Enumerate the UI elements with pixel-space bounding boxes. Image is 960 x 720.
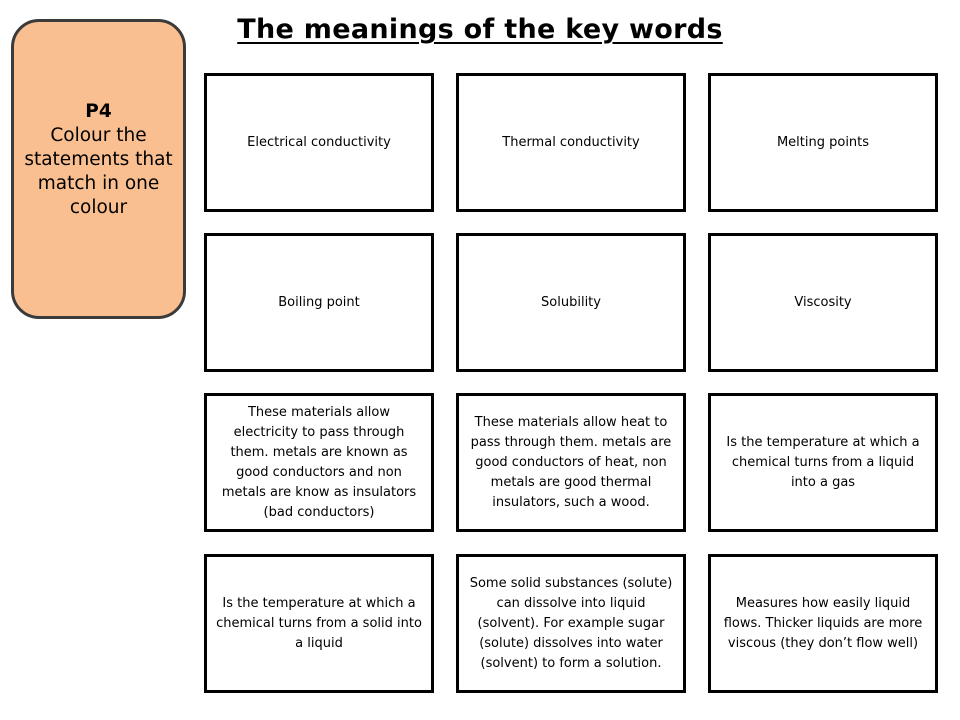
page-title: The meanings of the key words	[237, 14, 723, 45]
card-label: Solubility	[541, 294, 601, 310]
card-definition-solubility[interactable]	[456, 554, 686, 693]
card-definition-text: Is the temperature at which a chemical turns from a liquid into a gas	[726, 434, 920, 490]
card-definition-text: Measures how easily liquid flows. Thicker liquids are more viscous (they don’t flow well)	[723, 595, 923, 651]
card-solubility[interactable]	[456, 233, 686, 372]
instruction-code: P4	[85, 101, 112, 122]
card-viscosity[interactable]	[708, 233, 938, 372]
instruction-text: Colour the statements that match in one colour	[24, 125, 173, 218]
card-melting-points[interactable]	[708, 73, 938, 212]
card-label: Electrical conductivity	[247, 134, 391, 150]
card-boiling-point[interactable]	[204, 233, 434, 372]
card-definition-viscosity[interactable]	[708, 554, 938, 693]
card-label: Boiling point	[278, 294, 360, 310]
card-definition-text: These materials allow heat to pass through them. metals are good conductors of heat, non metals are good thermal insulators, such a wood.	[470, 414, 672, 510]
instruction-box	[11, 19, 186, 319]
card-definition-electrical[interactable]	[204, 393, 434, 532]
card-definition-text: These materials allow electricity to pass through them. metals are known as good conductors and non metals are know as insulators (bad conductors)	[221, 404, 417, 520]
card-electrical-conductivity[interactable]	[204, 73, 434, 212]
card-thermal-conductivity[interactable]	[456, 73, 686, 212]
card-definition-thermal[interactable]	[456, 393, 686, 532]
card-definition-text: Some solid substances (solute) can dissolve into liquid (solvent). For example sugar (solute) dissolves into water (solvent) to form a solution.	[469, 575, 673, 671]
card-label: Thermal conductivity	[502, 134, 640, 150]
card-definition-text: Is the temperature at which a chemical turns from a solid into a liquid	[216, 595, 422, 651]
card-label: Melting points	[776, 134, 870, 150]
card-label: Viscosity	[794, 294, 852, 310]
card-definition-melting[interactable]	[204, 554, 434, 693]
card-definition-boiling[interactable]	[708, 393, 938, 532]
